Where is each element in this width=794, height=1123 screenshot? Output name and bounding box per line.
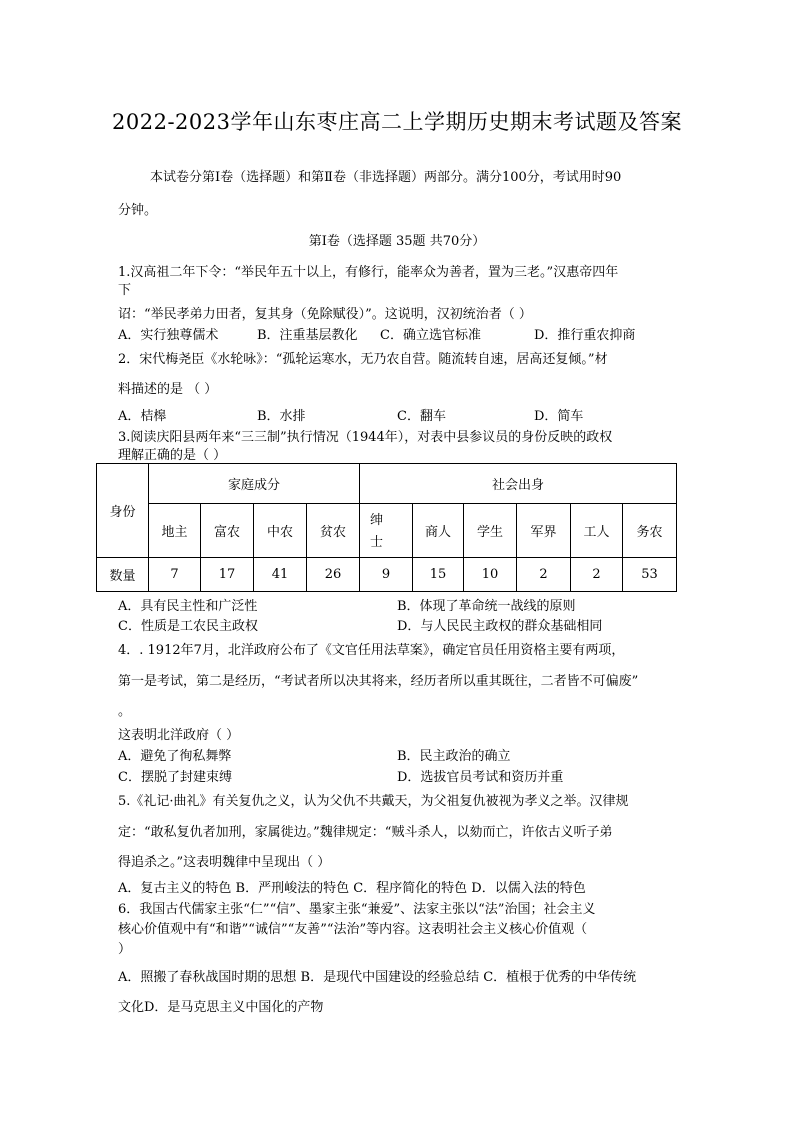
q4-option-d: D．选拔官员考试和资历并重: [397, 770, 564, 785]
q2-option-d: D．简车: [534, 409, 584, 424]
q5-stem-line-3: 得追杀之。”这表明魏律中呈现出（ ）: [118, 855, 331, 870]
q4-option-b: B．民主政治的确立: [397, 749, 511, 764]
q4-stem-line-3: 。: [118, 704, 132, 719]
table-subheader: 军界: [517, 504, 571, 558]
q4-stem-line-4: 这表明北洋政府（ ）: [118, 728, 240, 743]
table-subheader: 学生: [464, 504, 517, 558]
section-header: 第Ⅰ卷（选择题 35题 共70分）: [308, 234, 486, 249]
q3-option-d: D．与人民民主政权的群众基础相同: [397, 619, 603, 634]
q2-stem-line-1: 2．宋代梅尧臣《水轮咏》：“孤轮运寒水，无乃农自营。随流转自速，居高还复倾。”材: [118, 352, 608, 367]
table-cell: 41: [254, 558, 307, 592]
q3-stem-line-1: 3.阅读庆阳县两年来“三三制”执行情况（1944年），对表中县参议员的身份反映的政权: [118, 430, 613, 445]
q6-stem-line-2: 核心价值观中有“和谐”“诚信”“友善”“法治”等内容。这表明社会主义核心价值观（: [118, 922, 588, 937]
table-cell: 53: [623, 558, 677, 592]
q3-stem-line-2: 理解正确的是（ ）: [118, 448, 227, 463]
q1-option-d: D．推行重农抑商: [534, 328, 636, 343]
q5-stem-line-1: 5.《礼记·曲礼》有关复仇之义，认为父仇不共戴天，为父祖复仇被视为孝义之举。汉律规: [118, 794, 629, 809]
q1-option-c: C．确立选官标准: [380, 328, 481, 343]
table-subheader: 地主: [149, 504, 201, 558]
table-group-social: 社会出身: [360, 464, 677, 504]
table-cell: 9: [360, 558, 413, 592]
table-row-header: 身份: [97, 464, 149, 558]
q5-stem-line-2: 定：“敢私复仇者加刑，家属徙边。”魏律规定：“贼斗杀人，以劾而亡，许依古义听子弟: [118, 825, 613, 840]
table-subheader: 富农: [201, 504, 254, 558]
q1-option-a: A．实行独尊儒术: [118, 328, 219, 343]
q6-stem-line-3: ）: [118, 942, 132, 957]
table-cell: 2: [517, 558, 571, 592]
q2-option-c: C．翻车: [397, 409, 446, 424]
intro-line-2: 分钟。: [118, 203, 158, 218]
q3-option-c: C．性质是工农民主政权: [118, 619, 258, 634]
table-subheader: 工人: [571, 504, 623, 558]
q3-option-b: B．体现了革命统一战线的原则: [397, 599, 576, 614]
q2-option-b: B．水排: [257, 409, 306, 424]
table-subheader: 中农: [254, 504, 307, 558]
q1-stem-line-2: 下: [118, 283, 132, 298]
page-title: 2022-2023学年山东枣庄高二上学期历史期末考试题及答案: [112, 110, 682, 134]
q4-option-a: A．避免了徇私舞弊: [118, 749, 232, 764]
table-group-family: 家庭成分: [149, 464, 360, 504]
q4-stem-line-1: 4．. 1912年7月，北洋政府公布了《文官任用法草案》，确定官员任用资格主要有两项，: [118, 643, 625, 658]
q6-stem-line-1: 6．我国古代儒家主张“仁”“信”、墨家主张“兼爱”、法家主张以“法”治国；社会主义: [118, 902, 596, 917]
table-cell: 10: [464, 558, 517, 592]
q4-stem-line-2: 第一是考试，第二是经历，“考试者所以决其将来，经历者所以重其既往，二者皆不可偏废”: [118, 674, 639, 689]
q3-table: [96, 463, 677, 592]
table-subheader: 务农: [623, 504, 677, 558]
table-subheader: 商人: [413, 504, 464, 558]
table-subheader: 绅士: [360, 504, 413, 558]
q1-stem-line-3: 诏：“举民孝弟力田者，复其身（免除赋役）”。这说明，汉初统治者（ ）: [118, 307, 532, 322]
q4-option-c: C．摆脱了封建束缚: [118, 770, 232, 785]
table-count-label: 数量: [97, 558, 149, 592]
table-cell: 17: [201, 558, 254, 592]
q1-stem-line-1: 1.汉高祖二年下令：“举民年五十以上，有修行，能率众为善者，置为三老。”汉惠帝四年: [118, 265, 619, 280]
table-cell: 7: [149, 558, 201, 592]
table-cell: 2: [571, 558, 623, 592]
q1-option-b: B．注重基层教化: [257, 328, 358, 343]
q2-option-a: A．桔槔: [118, 409, 167, 424]
q6-options-line-2: 文化D．是马克思主义中国化的产物: [118, 1000, 324, 1015]
q3-option-a: A．具有民主性和广泛性: [118, 599, 258, 614]
q2-stem-line-2: 料描述的是 （ ）: [118, 382, 218, 397]
q6-options-line-1: A．照搬了春秋战国时期的思想 B．是现代中国建设的经验总结 C．植根于优秀的中华传统: [118, 970, 637, 985]
table-cell: 26: [307, 558, 360, 592]
table-cell: 15: [413, 558, 464, 592]
q5-options: A．复古主义的特色 B．严刑峻法的特色 C．程序简化的特色 D．以儒入法的特色: [118, 881, 586, 896]
table-subheader: 贫农: [307, 504, 360, 558]
intro-line-1: 本试卷分第Ⅰ卷（选择题）和第Ⅱ卷（非选择题）两部分。满分100分，考试用时90: [150, 170, 622, 185]
